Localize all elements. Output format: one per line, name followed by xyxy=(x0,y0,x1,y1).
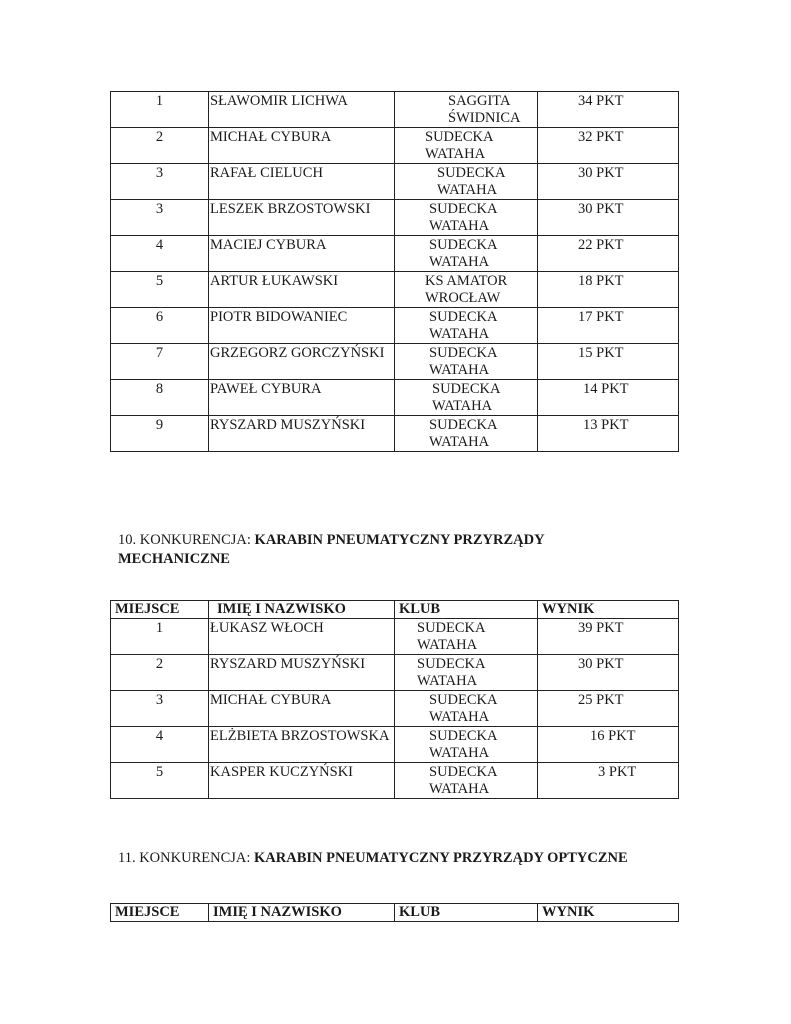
name-cell: ŁUKASZ WŁOCH xyxy=(209,619,395,655)
place-cell: 3 xyxy=(111,691,209,727)
place-cell: 4 xyxy=(111,727,209,763)
club-cell: SUDECKA WATAHA xyxy=(395,619,538,655)
club-cell: SUDECKA WATAHA xyxy=(395,691,538,727)
score-cell: 25 PKT xyxy=(538,691,679,727)
club-cell: SUDECKA WATAHA xyxy=(395,763,538,799)
table-row xyxy=(111,727,679,763)
table-row xyxy=(111,308,679,344)
club-cell: SUDECKA WATAHA xyxy=(395,655,538,691)
place-cell: 5 xyxy=(111,763,209,799)
score-cell: 13 PKT xyxy=(538,416,679,452)
table-row xyxy=(111,272,679,308)
section-11-prefix: 11. KONKURENCJA: xyxy=(118,850,255,866)
club-cell: SUDECKA WATAHA xyxy=(395,727,538,763)
name-cell: RAFAŁ CIELUCH xyxy=(209,164,395,200)
club-cell: SAGGITA ŚWIDNICA xyxy=(395,92,538,128)
score-cell: 17 PKT xyxy=(538,308,679,344)
score-cell: 32 PKT xyxy=(538,128,679,164)
club-cell: SUDECKA WATAHA xyxy=(395,344,538,380)
score-cell: 30 PKT xyxy=(538,655,679,691)
header-score: WYNIK xyxy=(538,601,679,619)
section-11-heading xyxy=(118,849,628,868)
club-cell: SUDECKA WATAHA xyxy=(395,380,538,416)
section-10-heading xyxy=(118,531,545,569)
table-row xyxy=(111,236,679,272)
table-row xyxy=(111,92,679,128)
section-10-results-table xyxy=(110,600,679,799)
table-row xyxy=(111,763,679,799)
name-cell: RYSZARD MUSZYŃSKI xyxy=(209,416,395,452)
place-cell: 6 xyxy=(111,308,209,344)
name-cell: ELŻBIETA BRZOSTOWSKA xyxy=(209,727,395,763)
table-row xyxy=(111,619,679,655)
header-place: MIEJSCE xyxy=(111,904,209,922)
club-cell: KS AMATOR WROCŁAW xyxy=(395,272,538,308)
score-cell: 14 PKT xyxy=(538,380,679,416)
table-row xyxy=(111,655,679,691)
header-name: IMIĘ I NAZWISKO xyxy=(209,601,395,619)
header-name: IMIĘ I NAZWISKO xyxy=(209,904,395,922)
club-cell: SUDECKA WATAHA xyxy=(395,416,538,452)
results-table-continued xyxy=(110,91,679,452)
table-row xyxy=(111,416,679,452)
name-cell: PIOTR BIDOWANIEC xyxy=(209,308,395,344)
score-cell: 30 PKT xyxy=(538,164,679,200)
place-cell: 3 xyxy=(111,164,209,200)
section-11-results-table xyxy=(110,903,679,922)
place-cell: 1 xyxy=(111,92,209,128)
place-cell: 9 xyxy=(111,416,209,452)
name-cell: SŁAWOMIR LICHWA xyxy=(209,92,395,128)
club-cell: SUDECKA WATAHA xyxy=(395,128,538,164)
club-cell: SUDECKA WATAHA xyxy=(395,236,538,272)
place-cell: 5 xyxy=(111,272,209,308)
table-row xyxy=(111,344,679,380)
name-cell: MICHAŁ CYBURA xyxy=(209,128,395,164)
score-cell: 18 PKT xyxy=(538,272,679,308)
table-row xyxy=(111,380,679,416)
place-cell: 3 xyxy=(111,200,209,236)
section-10-title-line2: MECHANICZNE xyxy=(118,551,230,567)
score-cell: 34 PKT xyxy=(538,92,679,128)
section-10-prefix: 10. KONKURENCJA: xyxy=(118,532,255,548)
score-cell: 16 PKT xyxy=(538,727,679,763)
name-cell: LESZEK BRZOSTOWSKI xyxy=(209,200,395,236)
score-cell: 39 PKT xyxy=(538,619,679,655)
score-cell: 22 PKT xyxy=(538,236,679,272)
score-cell: 15 PKT xyxy=(538,344,679,380)
club-cell: SUDECKA WATAHA xyxy=(395,308,538,344)
club-cell: SUDECKA WATAHA xyxy=(395,200,538,236)
header-club: KLUB xyxy=(395,904,538,922)
place-cell: 8 xyxy=(111,380,209,416)
place-cell: 1 xyxy=(111,619,209,655)
name-cell: ARTUR ŁUKAWSKI xyxy=(209,272,395,308)
score-cell: 3 PKT xyxy=(538,763,679,799)
table-row xyxy=(111,164,679,200)
club-cell: SUDECKA WATAHA xyxy=(395,164,538,200)
header-score: WYNIK xyxy=(538,904,679,922)
header-place: MIEJSCE xyxy=(111,601,209,619)
place-cell: 2 xyxy=(111,655,209,691)
place-cell: 2 xyxy=(111,128,209,164)
place-cell: 4 xyxy=(111,236,209,272)
table-row xyxy=(111,200,679,236)
section-10-title-line1: KARABIN PNEUMATYCZNY PRZYRZĄDY xyxy=(254,532,545,548)
section-11-title: KARABIN PNEUMATYCZNY PRZYRZĄDY OPTYCZNE xyxy=(254,850,628,866)
place-cell: 7 xyxy=(111,344,209,380)
name-cell: MICHAŁ CYBURA xyxy=(209,691,395,727)
name-cell: RYSZARD MUSZYŃSKI xyxy=(209,655,395,691)
name-cell: MACIEJ CYBURA xyxy=(209,236,395,272)
table-header-row xyxy=(111,601,679,619)
table-header-row xyxy=(111,904,679,922)
name-cell: KASPER KUCZYŃSKI xyxy=(209,763,395,799)
name-cell: GRZEGORZ GORCZYŃSKI xyxy=(209,344,395,380)
header-club: KLUB xyxy=(395,601,538,619)
table-row xyxy=(111,128,679,164)
table-row xyxy=(111,691,679,727)
score-cell: 30 PKT xyxy=(538,200,679,236)
name-cell: PAWEŁ CYBURA xyxy=(209,380,395,416)
